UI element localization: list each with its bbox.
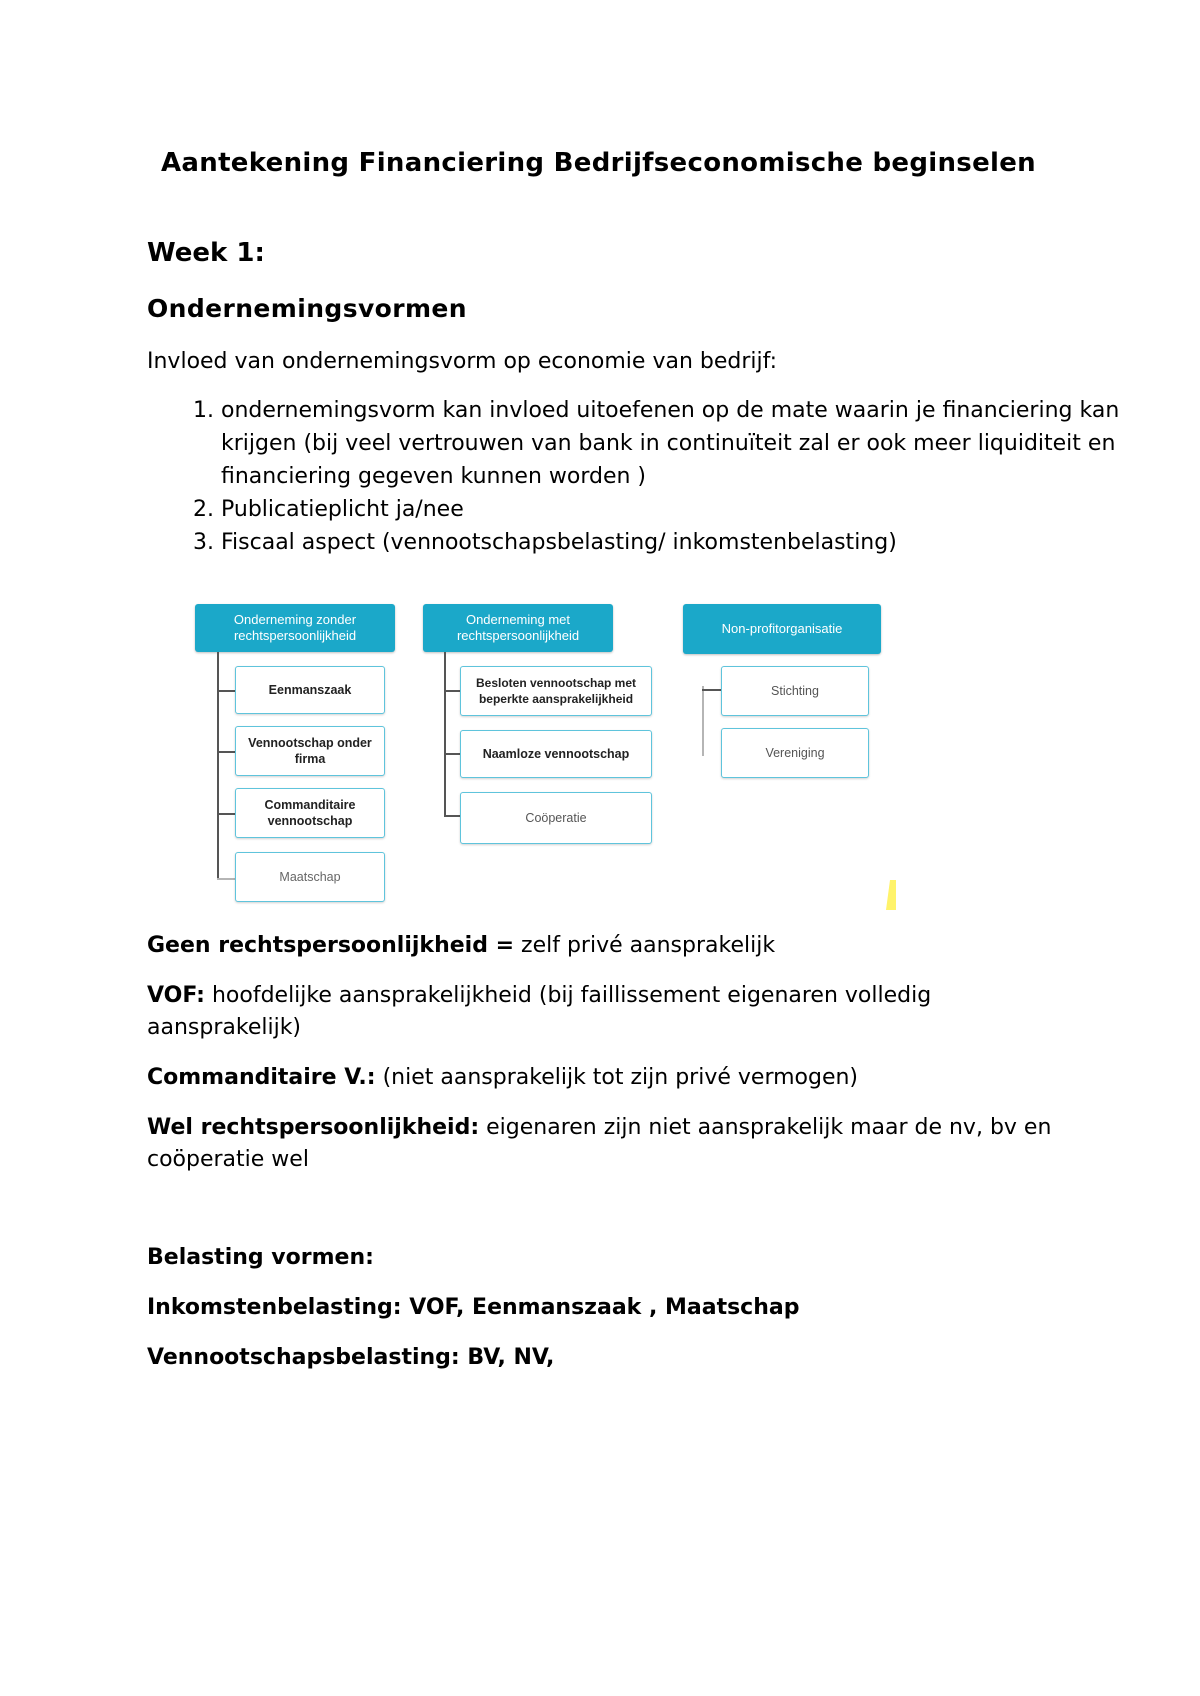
tax-heading: Belasting vormen: (147, 1245, 374, 1270)
definition-cv (147, 1062, 1067, 1094)
reasons-list (147, 394, 1151, 559)
diagram-item-nv: Naamloze vennootschap (460, 730, 652, 778)
definition-vof (147, 980, 1067, 1044)
tax-corporate: Vennootschapsbelasting: BV, NV, (147, 1345, 555, 1370)
diagram-item-stichting: Stichting (721, 666, 869, 716)
definition-text: (niet aansprakelijk tot zijn privé vermogen) (375, 1065, 859, 1090)
diagram-header-non-profit: Non-profitorganisatie (683, 604, 881, 654)
connector-line (217, 652, 219, 880)
tax-income: Inkomstenbelasting: VOF, Eenmanszaak , Maatschap (147, 1295, 800, 1320)
definition-text: hoofdelijke aansprakelijkheid (bij faillissement eigenaren volledig aansprakelijk) (147, 983, 932, 1040)
definition-text: zelf privé aansprakelijk (514, 933, 776, 958)
diagram-item-maatschap: Maatschap (235, 852, 385, 902)
diagram-item-bv: Besloten vennootschap met beperkte aansprakelijkheid (460, 666, 652, 716)
definition-term: Geen rechtspersoonlijkheid = (147, 933, 515, 958)
document-title: Aantekening Financiering Bedrijfseconomische beginselen (161, 148, 1036, 178)
diagram-item-vereniging: Vereniging (721, 728, 869, 778)
section-heading: Ondernemingsvormen (147, 294, 467, 323)
definition-wel-rechtspersoonlijkheid (147, 1112, 1067, 1176)
week-heading: Week 1: (147, 238, 265, 268)
connector-line (444, 652, 446, 816)
diagram-item-cv: Commanditaire vennootschap (235, 788, 385, 838)
intro-text: Invloed van ondernemingsvorm op economie van bedrijf: (147, 349, 777, 374)
highlight-mark-icon (886, 880, 896, 910)
diagram-item-cooperatie: Coöperatie (460, 792, 652, 844)
diagram-header-no-legal-entity: Onderneming zonder rechtspersoonlijkheid (195, 604, 395, 652)
list-item: 3. Fiscaal aspect (vennootschapsbelasting/ inkomstenbelasting) (221, 526, 1151, 559)
diagram-header-legal-entity: Onderneming met rechtspersoonlijkheid (423, 604, 613, 652)
list-item: 2. Publicatieplicht ja/nee (221, 493, 1151, 526)
connector-line (702, 686, 704, 756)
definition-term: Commanditaire V.: (147, 1065, 376, 1090)
diagram-item-eenmanszaak: Eenmanszaak (235, 666, 385, 714)
definition-term: VOF: (147, 983, 205, 1008)
definition-geen-rechtspersoonlijkheid (147, 930, 1067, 962)
definition-text: eigenaren zijn niet aansprakelijk maar de nv, bv en coöperatie wel (147, 1115, 1052, 1172)
list-item: 1. ondernemingsvorm kan invloed uitoefenen op de mate waarin je financiering kan krijgen (bij veel vertrouwen van bank in continuïteit zal er ook meer liquiditeit en financiering gegeven kunnen worden ) (221, 394, 1151, 493)
definition-term: Wel rechtspersoonlijkheid: (147, 1115, 480, 1140)
diagram-item-vof: Vennootschap onder firma (235, 726, 385, 776)
company-forms-diagram (190, 596, 910, 916)
